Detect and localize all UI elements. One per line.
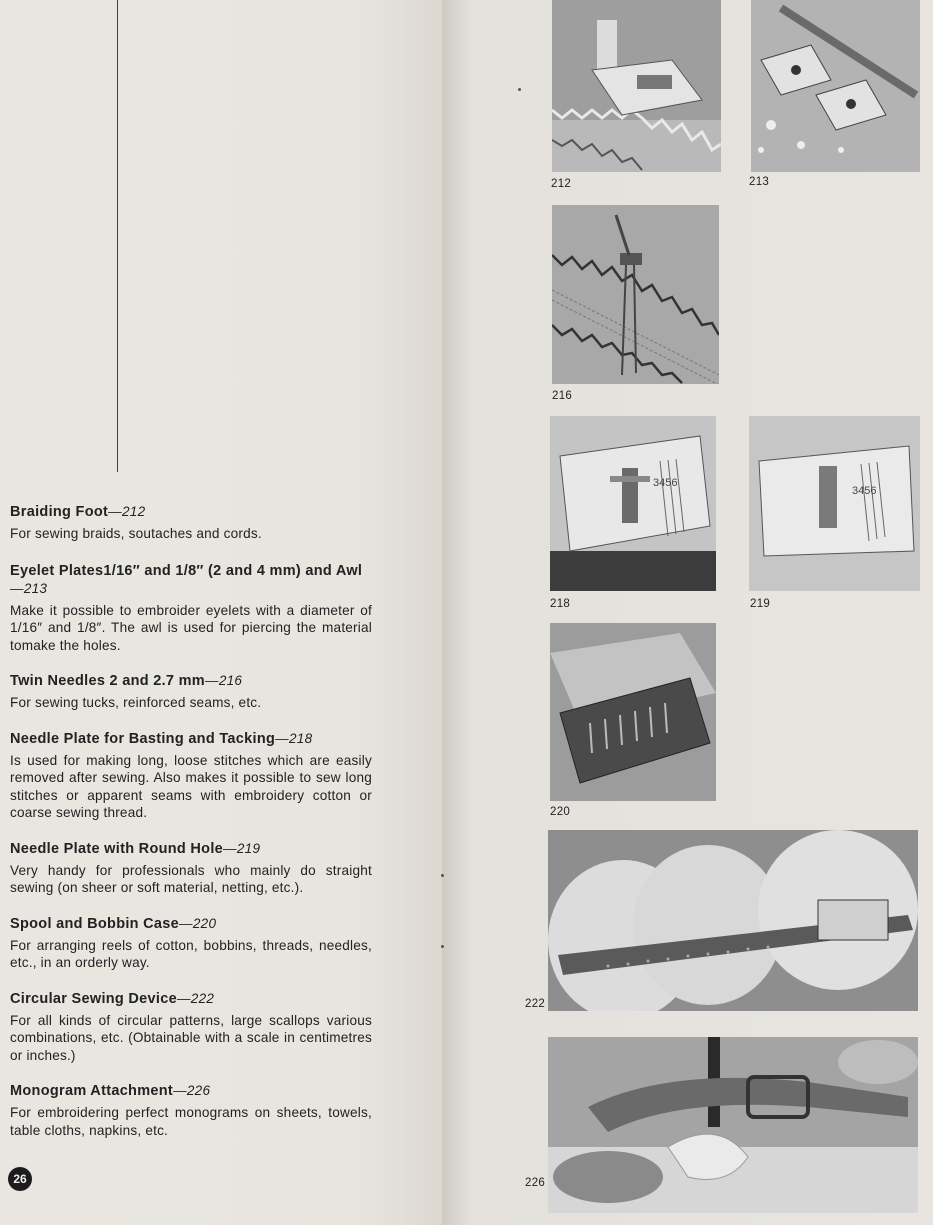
margin-dot: [518, 88, 521, 91]
photo-monogram-attachment: [548, 1037, 918, 1213]
entry-spool-case: [10, 915, 372, 972]
dash: —: [179, 915, 193, 931]
entry-circular-device: [10, 990, 372, 1065]
entry-title: [10, 840, 372, 858]
entry-title: [10, 563, 372, 598]
margin-rule: [117, 0, 118, 472]
dash: —: [223, 840, 237, 856]
entry-round-hole-plate: [10, 840, 372, 897]
entry-description: For arranging reels of cotton, bobbins, threads, needles, etc., in an orderly way.: [10, 937, 372, 970]
entry-title: [10, 1082, 372, 1100]
dash: —: [176, 990, 191, 1006]
entry-title-text: Needle Plate with Round Hole: [10, 840, 224, 857]
entry-figure-ref: 219: [236, 840, 261, 856]
entry-description: Very handy for professionals who mainly do straight sewing (on sheer or soft material, netting, etc.).: [10, 862, 372, 895]
figure-label-220: 220: [550, 806, 571, 818]
dash: —: [275, 730, 289, 746]
entry-braiding-foot: [10, 503, 372, 543]
entry-description: For embroidering perfect monograms on sheets, towels, table cloths, napkins, etc.: [10, 1105, 372, 1138]
entry-description: Make it possible to embroider eyelets with a diameter of 1/16″ and 1/8″. The awl is used for piercing the material tomake the holes.: [10, 602, 372, 653]
photo-braiding-foot: [552, 0, 721, 172]
figure-label-213: 213: [749, 176, 770, 188]
entry-title-text: Circular Sewing Device: [10, 990, 177, 1007]
entry-title-text: Eyelet Plates1/16″ and 1/8″ (2 and 4 mm) and Awl: [10, 562, 363, 579]
figure-label-212: 212: [551, 178, 572, 190]
entry-twin-needles: [10, 672, 372, 712]
dash: —: [173, 1083, 187, 1098]
entry-figure-ref: 216: [218, 673, 243, 688]
margin-dot: [441, 945, 444, 948]
entry-title: [10, 730, 372, 748]
plate-marking: 3456: [852, 485, 877, 497]
figure-label-222: 222: [525, 998, 546, 1010]
accessory-list: [10, 503, 372, 1152]
figure-label-218: 218: [550, 598, 571, 610]
plate-marking: 3456: [653, 477, 678, 489]
entry-figure-ref: 212: [121, 504, 146, 519]
entry-figure-ref: 226: [186, 1083, 211, 1098]
figure-label-219: 219: [750, 598, 771, 610]
dash: —: [205, 673, 219, 688]
entry-description: Is used for making long, loose stitches which are easily removed after sewing. Also makes it possible to sew long stitches or apparent seams with embroidery cotton or coarse sewing thread.: [10, 752, 372, 820]
entry-description: For sewing tucks, reinforced seams, etc.: [10, 695, 262, 710]
entry-title-text: Spool and Bobbin Case: [10, 915, 180, 932]
figure-label-226: 226: [525, 1177, 546, 1189]
dash: —: [10, 580, 24, 596]
dash: —: [108, 504, 122, 519]
entry-title: [10, 672, 372, 690]
entry-description: For sewing braids, soutaches and cords.: [10, 526, 262, 541]
entry-title: [10, 990, 372, 1008]
entry-figure-ref: 220: [192, 915, 217, 931]
entry-figure-ref: 222: [190, 990, 215, 1006]
margin-dot: [441, 874, 444, 877]
entry-title: [10, 503, 372, 521]
entry-title: [10, 915, 372, 933]
entry-title-text: Needle Plate for Basting and Tacking: [10, 730, 276, 747]
page-number: 26: [8, 1167, 32, 1191]
photo-eyelet-plates: [751, 0, 920, 172]
entry-title-text: Twin Needles 2 and 2.7 mm: [10, 673, 205, 689]
entry-title-text: Braiding Foot: [10, 504, 109, 520]
photo-circular-device: [548, 830, 918, 1011]
entry-monogram: [10, 1082, 372, 1139]
entry-figure-ref: 213: [23, 580, 48, 596]
entry-title-text: Monogram Attachment: [10, 1083, 174, 1099]
entry-basting-plate: [10, 730, 372, 822]
photo-twin-needles: [552, 205, 719, 384]
photo-round-hole-plate: [749, 416, 920, 591]
figure-label-216: 216: [552, 390, 573, 402]
entry-description: For all kinds of circular patterns, large scallops various combinations, etc. (Obtainable with a scale in centimetres or inches.): [10, 1012, 372, 1063]
photo-spool-case: [550, 623, 716, 801]
entry-figure-ref: 218: [288, 730, 313, 746]
entry-eyelet-plates: [10, 563, 372, 655]
photo-basting-plate: [550, 416, 716, 591]
